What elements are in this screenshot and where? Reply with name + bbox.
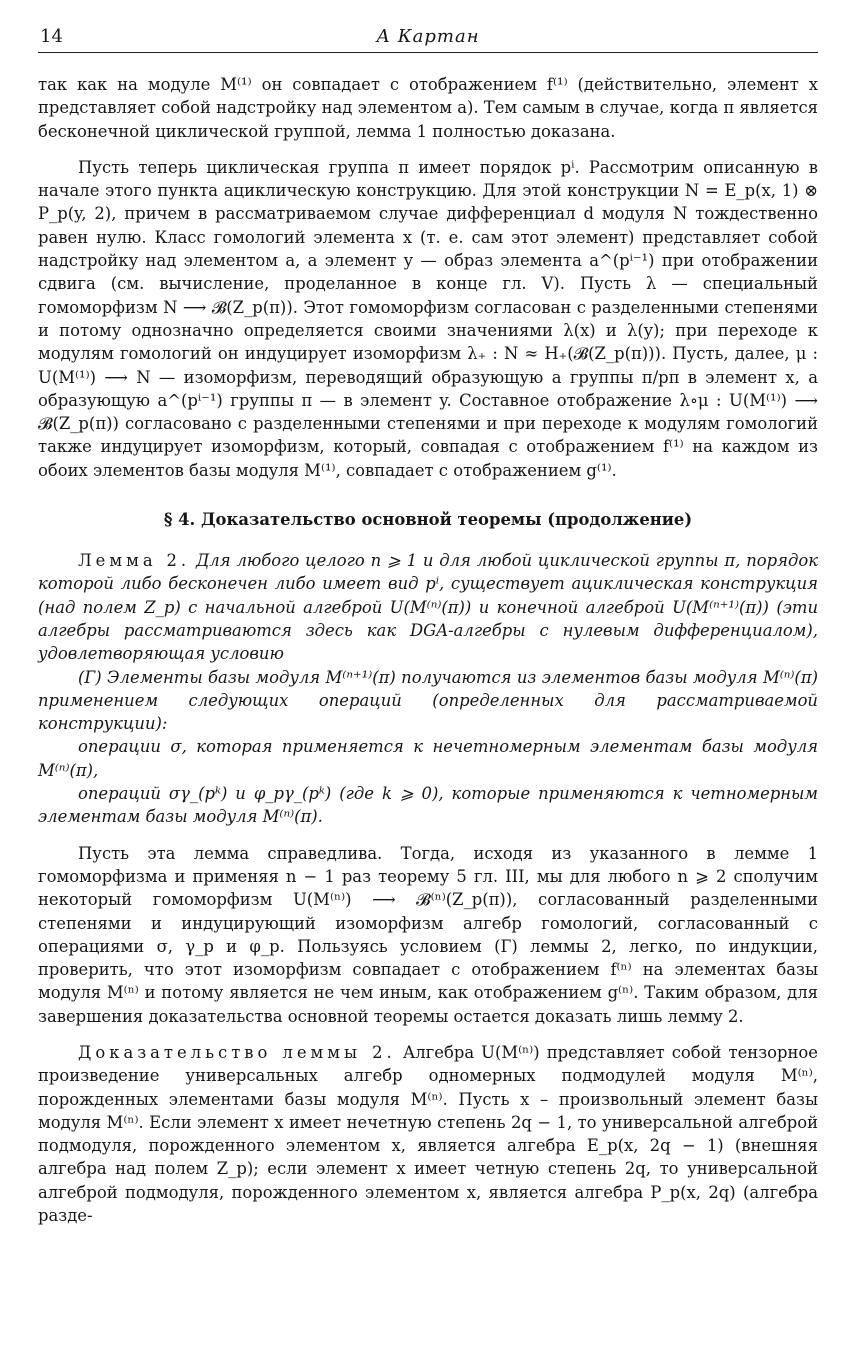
- paragraph-continuation: так как на модуле M⁽¹⁾ он совпадает с отображением f⁽¹⁾ (действительно, элемент x представляет собой надстройку над элементом a). Тем самым в случае, когда π является бесконечной циклической группой, лемма 1 полностью доказана.: [38, 75, 818, 141]
- proof-label: Доказательство леммы 2.: [78, 1042, 396, 1062]
- running-head-author: А Картан: [376, 26, 480, 47]
- proof-text: Алгебра U(M⁽ⁿ⁾) представляет собой тензорное произведение универсальных алгебр одномерных подмодулей модуля M⁽ⁿ⁾, порожденных элементами базы модуля M⁽ⁿ⁾. Пусть x – произвольный элемент базы модуля M⁽ⁿ⁾. Если элемент x имеет нечетную степень 2q − 1, то универсальной алгеброй подмодуля, порожденного элементом x, является алгебра E_p(x, 2q − 1) (внешняя алгебра над полем Z_p); если элемент x имеет четную степень 2q, то универсальной алгеброй подмодуля, порожденного элементом x, является алгебра P_p(x, 2q) (алгебра разде-: [38, 1042, 818, 1226]
- lemma-text: Для любого целого n ⩾ 1 и для любой циклической группы π, порядок которой либо бесконечен либо имеет вид pⁱ, существует ациклическая конструкция (над полем Z_p) с начальной алгеброй U(M⁽ⁿ⁾(π)) и конечной алгеброй U(M⁽ⁿ⁺¹⁾(π)) (эти алгебры рассматриваются здесь как DGA-алгебры с нулевым дифференциалом), удовлетворяющая условию: [38, 551, 819, 664]
- lemma-condition: (Г) Элементы базы модуля M⁽ⁿ⁺¹⁾(π) получаются из элементов базы модуля M⁽ⁿ⁾(π) применением следующих операций (определенных для рассматриваемой конструкции):: [38, 667, 818, 734]
- section-heading: § 4. Доказательство основной теоремы (продолжение): [163, 510, 693, 530]
- lemma-label: Лемма 2.: [78, 551, 191, 571]
- lemma-operation-1: операции σ, которая применяется к нечетномерным элементам базы модуля M⁽ⁿ⁾(π),: [38, 737, 818, 780]
- paragraph-after-lemma: Пусть эта лемма справедлива. Тогда, исходя из указанного в лемме 1 гомоморфизма и применяя n − 1 раз теорему 5 гл. III, мы для любого n ⩾ 2 сполучим некоторый гомоморфизм U(M⁽ⁿ⁾) ⟶ 𝓑⁽ⁿ⁾(Z_p(π)), согласованный разделенными степенями и индуцирующий изоморфизм алгебр гомологий, согласованный с операциями σ, γ_p и φ_p. Пользуясь условием (Г) леммы 2, легко, по индукции, проверить, что этот изоморфизм совпадает с отображением f⁽ⁿ⁾ на элементах базы модуля M⁽ⁿ⁾ и потому является не чем иным, как отображением g⁽ⁿ⁾. Таким образом, для завершения доказательства основной теоремы остается доказать лишь лемму 2.: [38, 843, 818, 1026]
- lemma-operation-2: операций σγ_(pᵏ) и φ_pγ_(pᵏ) (где k ⩾ 0), которые применяются к четномерным элементам базы модуля M⁽ⁿ⁾(π).: [38, 784, 818, 827]
- running-head: [38, 26, 818, 53]
- book-page: [38, 26, 818, 1227]
- proof-paragraph: [38, 1041, 818, 1227]
- paragraph-cyclic-case: Пусть теперь циклическая группа π имеет порядок pⁱ. Рассмотрим описанную в начале этого пункта ациклическую конструкцию. Для этой конструкции N = E_p(x, 1) ⊗ P_p(y, 2), причем в рассматриваемом случае дифференциал d модуля N тождественно равен нулю. Класс гомологий элемента x (т. е. сам этот элемент) представляет собой надстройку над элементом a, а элемент y — образ элемента a^(pⁱ⁻¹) при отображении сдвига (см. вычисление, проделанное в конце гл. V). Пусть λ — специальный гомоморфизм N ⟶ 𝓑(Z_p(π)). Этот гомоморфизм согласован с разделенными степенями и потому однозначно определяется своими значениями λ(x) и λ(y); при переходе к модулям гомологий он индуцирует изоморфизм λ₊ : N ≈ H₊(𝓑(Z_p(π))). Пусть, далее, μ : U(M⁽¹⁾) ⟶ N — изоморфизм, переводящий образующую a группы π/pπ в элемент x, а образующую a^(pⁱ⁻¹) группы π — в элемент y. Составное отображение λ∘μ : U(M⁽¹⁾) ⟶ 𝓑(Z_p(π)) согласовано с разделенными степенями и при переходе к модулям гомологий также индуцирует изоморфизм, который, совпадая с отображением f⁽¹⁾ на каждом из обоих элементов базы модуля M⁽¹⁾, совпадает с отображением g⁽¹⁾.: [38, 157, 818, 480]
- lemma-statement: [38, 549, 818, 665]
- page-number: 14: [40, 26, 63, 47]
